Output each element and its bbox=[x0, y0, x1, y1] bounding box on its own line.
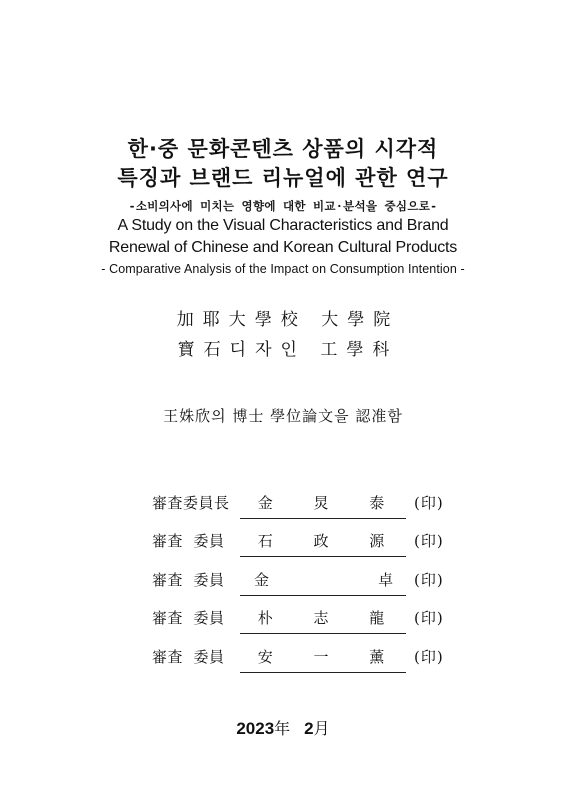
committee-member-name: 石 政 源 bbox=[240, 530, 406, 557]
seal-mark: (印) bbox=[414, 570, 444, 589]
committee-signature-list bbox=[152, 480, 452, 673]
korean-title-line-2: 특징과 브랜드 리뉴얼에 관한 연구 bbox=[117, 166, 449, 190]
committee-row-chair bbox=[152, 480, 452, 519]
date-year-unit: 年 bbox=[274, 719, 291, 738]
committee-row-member-2 bbox=[152, 557, 452, 596]
seal-mark: (印) bbox=[414, 609, 444, 627]
seal-mark: (印) bbox=[414, 493, 444, 512]
committee-role: 審査 委員 bbox=[152, 609, 225, 627]
seal-mark: (印) bbox=[414, 532, 444, 550]
korean-subtitle: -소비의사에 미치는 영향에 대한 비교·분석을 중심으로- bbox=[128, 199, 438, 213]
committee-role: 審査 委員 bbox=[152, 532, 225, 550]
department-name: 寶石디자인 工學科 bbox=[177, 340, 399, 360]
committee-role: 審査 委員 bbox=[152, 570, 225, 589]
committee-member-name: 朴 志 龍 bbox=[240, 607, 406, 634]
committee-member-name: 金 卓 bbox=[240, 569, 406, 596]
approval-date bbox=[0, 716, 566, 739]
committee-member-name: 安 一 薰 bbox=[240, 646, 406, 673]
date-month-unit: 月 bbox=[313, 719, 330, 738]
degree-approval-statement: 王姝欣의 博士 學位論文을 認准함 bbox=[163, 407, 403, 425]
committee-row-member-1 bbox=[152, 519, 452, 558]
committee-row-member-3 bbox=[152, 596, 452, 635]
date-year: 2023 bbox=[236, 719, 275, 738]
date-month: 2 bbox=[304, 719, 314, 738]
english-title-line-2: Renewal of Chinese and Korean Cultural Products bbox=[108, 239, 458, 256]
committee-role: 審査委員長 bbox=[152, 493, 230, 512]
english-title-line-1: A Study on the Visual Characteristics and Brand bbox=[117, 217, 449, 234]
committee-row-member-4 bbox=[152, 634, 452, 673]
seal-mark: (印) bbox=[414, 647, 444, 666]
english-subtitle: - Comparative Analysis of the Impact on Consumption Intention - bbox=[101, 262, 465, 276]
committee-member-name: 金 炅 泰 bbox=[240, 492, 406, 519]
korean-title-line-1: 한·중 문화콘텐츠 상품의 시각적 bbox=[127, 137, 439, 161]
graduate-school-name: 加耶大學校 大學院 bbox=[176, 310, 400, 330]
committee-role: 審査 委員 bbox=[152, 647, 225, 666]
